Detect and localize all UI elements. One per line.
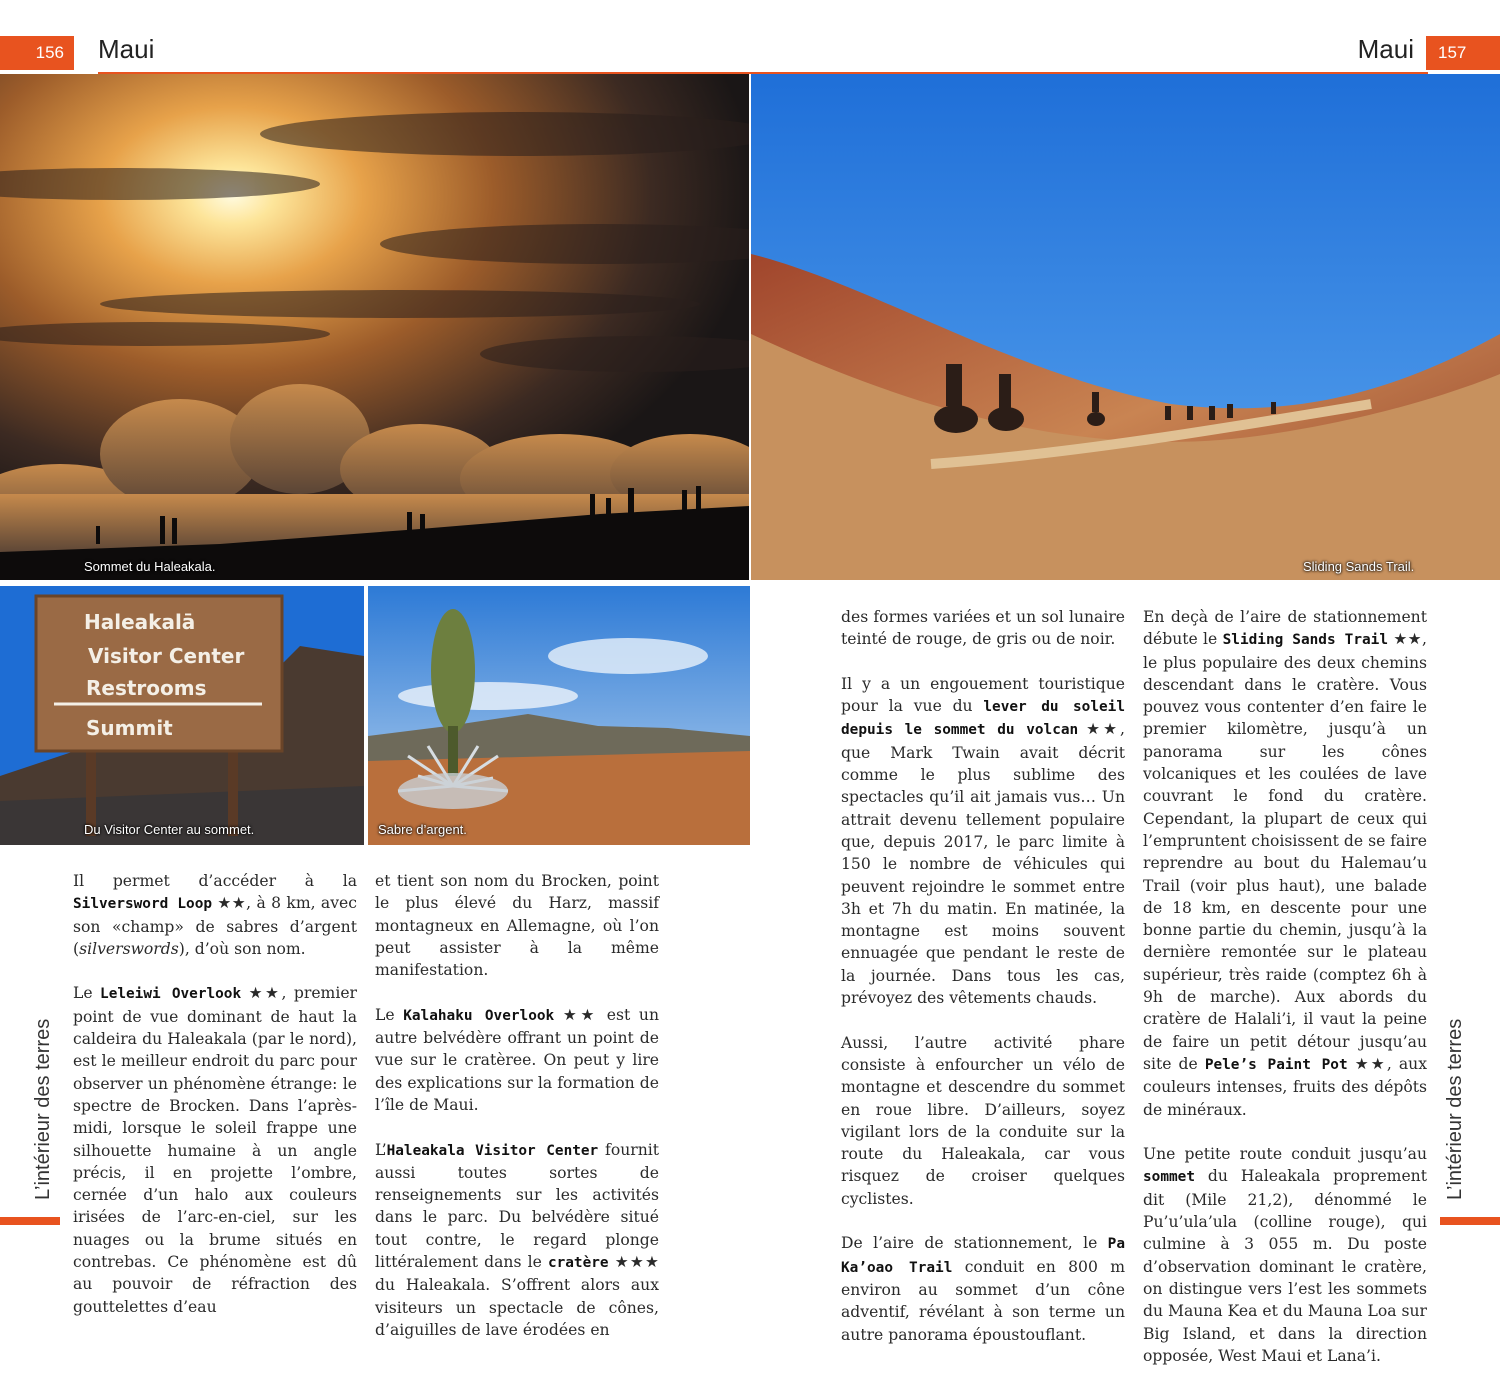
sign-line-1: Haleakalā [84,610,196,634]
sign-line-3: Restrooms [86,676,207,700]
caption-sliding-sands: Sliding Sands Trail. [1303,559,1415,574]
page-number-right: 157 [1426,36,1500,70]
paragraph: En deçà de l’aire de stationnement débute le Sliding Sands Trail ★★, le plus populaire des deux chemins descendant dans le cratère. Vous pouvez vous contenter d’en faire le premier kilomètre, jusqu’à un panorama sur les cônes volcaniques et les coulées de lave couvrant le fond du cratère. Cependant, la plupart de ceux qui l’empruntent choisissent de se faire reprendre au bout du Halemau’u Trail (voir plus haut), une balade de 18 km, en descente pour une bonne partie du chemin, jusqu’à la dernière remontée sur le plateau supérieur, très raide (comptez 6h à 9h de marche). Aux abords du cratère de Halali’i, il vaut la peine de faire un petit détour jusqu’au site de Pele’s Paint Pot ★★, aux couleurs intenses, fruits des dépôts de minéraux. [1143,608,1428,1119]
sign-line-2: Visitor Center [88,644,245,668]
paragraph: Il permet d’accéder à la Silversword Loop ★★, à 8 km, avec son «champ» de sabres d’argent (silverswords), d’où son nom. [73,872,357,958]
side-bar-right [1440,1217,1500,1225]
left-column-2 [375,870,659,1364]
side-bar-left [0,1217,60,1225]
paragraph: Le Kalahaku Overlook ★★ est un autre belvédère offrant un point de vue sur le cratèree. On peut y lire des explications sur la formation de l’île de Maui. [375,1005,659,1114]
caption-silversword: Sabre d’argent. [378,822,467,837]
paragraph: des formes variées et un sol lunaire teinté de rouge, de gris ou de noir. [841,608,1125,649]
page-number-left: 156 [0,36,74,70]
paragraph: Une petite route conduit jusqu’au sommet du Haleakala proprement dit (Mile 21,2), dénommé le Pu’u’ula’ula (colline rouge), qui culmine à 3 055 m. Du poste d’observation dominant le cratère, on distingue vers l’est les sommets du Mauna Kea et du Mauna Loa sur Big Island, et dans la direction opposée, West Maui et Lana’i. [1143,1145,1427,1365]
paragraph: Le Leleiwi Overlook ★★, premier point de vue dominant de haut la caldeira du Haleakala (par le nord), est le meilleur endroit du parc pour observer un phénomène étrange: le spectre de Brocken. Dans l’après-midi, lorsque le soleil frappe une silhouette humaine à un angle précis, il en projette l’ombre, cernée d’un halo aux couleurs irisées de l’arc-en-ciel, sur les nuages ou la brume situés en contrebas. Ce phénomène est dû au pouvoir de réfraction des gouttelettes d’eau [73,984,358,1316]
photo-silversword [368,586,750,845]
right-column-2 [1143,606,1427,1389]
side-label-left: L’intérieur des terres [32,1018,54,1200]
paragraph: et tient son nom du Brocken, point le plus élevé du Harz, massif montagneux en Allemagne, où l’on peut assister à la même manifestation. [375,872,659,980]
caption-summit: Sommet du Haleakala. [84,559,216,574]
side-label-right: L’intérieur des terres [1444,1018,1466,1200]
right-column-1 [841,606,1125,1368]
photo-visitor-center-sign [0,586,364,845]
paragraph: Il y a un engouement touristique pour la vue du lever du soleil depuis le sommet du volcan ★★, que Mark Twain avait décrit comme le plus sublime des spectacles qu’il ait jamais vus… Un attrait devenu tellement populaire que, depuis 2017, le parc limite à 150 le nombre de véhicules qui peuvent rejoindre le sommet entre 3h et 7h du matin. En matinée, la montagne est moins souvent ennuagée que pendant le reste de la journée. Dans tous les cas, prévoyez des vêtements chauds. [841,674,1125,1008]
left-column-1 [73,870,357,1340]
sign-line-4: Summit [86,716,173,740]
photo-summit-sunset [0,74,749,580]
page-title-right: Maui [1357,34,1414,64]
paragraph: L’Haleakala Visitor Center fournit aussi toutes sortes de renseignements sur les activités dans le parc. Du belvédère situé tout contre, le regard plonge littéralement dans le cratère ★★★ du Haleakala. S’offrent alors aux visiteurs un spectacle de cônes, d’aiguilles de lave érodées en [375,1140,659,1339]
photo-sliding-sands [751,74,1500,580]
caption-visitor-center: Du Visitor Center au sommet. [84,822,255,837]
page-title-left: Maui [98,34,155,64]
paragraph: Aussi, l’autre activité phare consiste à enfourcher un vélo de montagne et descendre du sommet en roue libre. D’ailleurs, soyez vigilant lors de la conduite sur la route du Haleakala, car vous risquez de croiser quelques cyclistes. [841,1033,1125,1208]
paragraph: De l’aire de stationnement, le Pa Ka’oao Trail conduit en 800 m environ au sommet d’un cône adventif, révélant à son terme un autre panorama époustouflant. [841,1234,1126,1344]
page-header [0,0,1500,74]
